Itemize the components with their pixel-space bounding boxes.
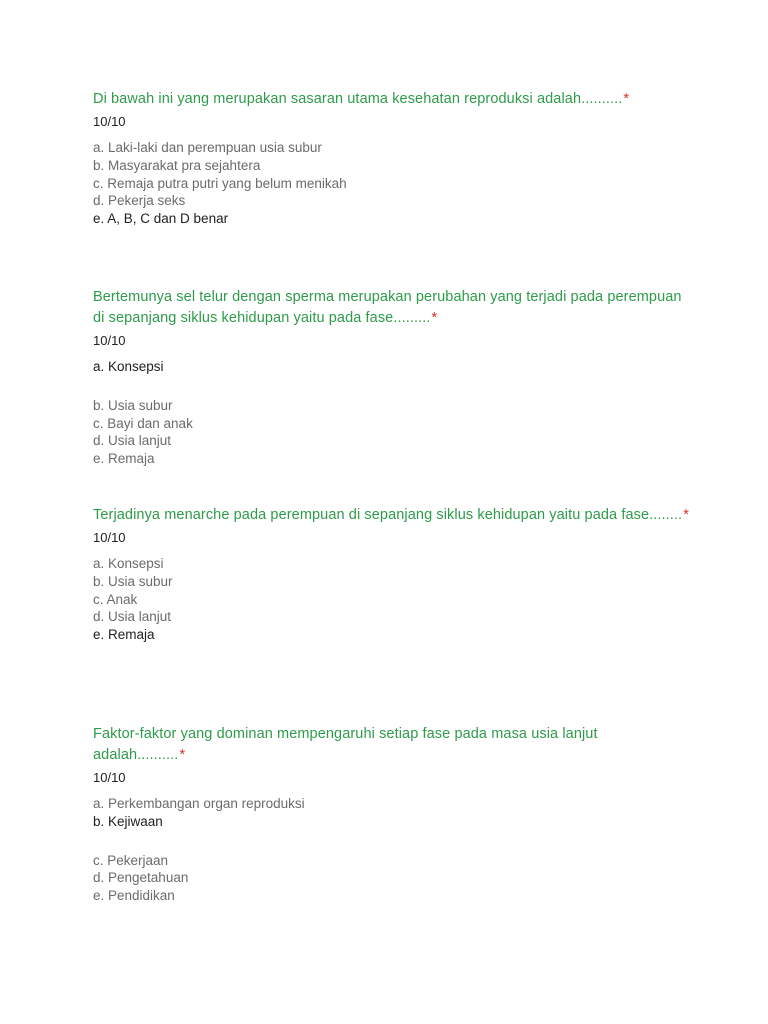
option-a-selected[interactable]: a. Konsepsi [93,359,164,374]
option-b-selected[interactable]: b. Kejiwaan [93,813,163,829]
required-mark: * [179,747,186,763]
score: 10/10 [93,114,126,129]
score: 10/10 [93,770,126,785]
score: 10/10 [93,333,126,348]
option-e[interactable]: e. Pendidikan [93,888,175,904]
option-b[interactable]: b. Usia subur [93,397,173,413]
option-a[interactable]: a. Laki-laki dan perempuan usia subur [93,140,322,155]
option-c[interactable]: c. Anak [93,591,138,607]
question-4 [93,724,693,905]
question-2 [93,287,693,468]
required-mark: * [431,310,438,326]
option-c[interactable]: c. Remaja putra putri yang belum menikah [93,175,347,191]
score: 10/10 [93,530,126,545]
question-title: Di bawah ini yang merupakan sasaran utama kesehatan reproduksi adalah..........* [93,91,630,107]
question-1 [93,89,693,228]
option-d[interactable]: d. Usia lanjut [93,433,172,449]
question-title: Terjadinya menarche pada perempuan di sepanjang siklus kehidupan yaitu pada fase........* [93,507,689,523]
option-e-selected[interactable]: e. Remaja [93,627,155,643]
answer-options [93,795,693,905]
option-e-selected[interactable]: e. A, B, C dan D benar [93,211,229,227]
required-mark: * [683,507,689,523]
option-d[interactable]: d. Pengetahuan [93,870,189,886]
option-a[interactable]: a. Konsepsi [93,556,164,571]
answer-options [93,358,693,468]
option-e[interactable]: e. Remaja [93,451,155,467]
option-c[interactable]: c. Pekerjaan [93,852,169,868]
option-a[interactable]: a. Perkembangan organ reproduksi [93,796,305,811]
option-d[interactable]: d. Usia lanjut [93,609,172,625]
option-c[interactable]: c. Bayi dan anak [93,415,193,431]
answer-options [93,555,693,644]
question-title: Bertemunya sel telur dengan sperma merupakan perubahan yang terjadi pada perempuan di sepanjang siklus kehidupan yaitu pada fase.........* [93,289,682,326]
question-3 [93,505,693,644]
option-b[interactable]: b. Usia subur [93,573,173,589]
question-title: Faktor-faktor yang dominan mempengaruhi setiap fase pada masa usia lanjut adalah..........* [93,726,598,763]
option-d[interactable]: d. Pekerja seks [93,193,186,209]
option-b[interactable]: b. Masyarakat pra sejahtera [93,157,261,173]
required-mark: * [623,91,630,107]
answer-options [93,139,693,228]
